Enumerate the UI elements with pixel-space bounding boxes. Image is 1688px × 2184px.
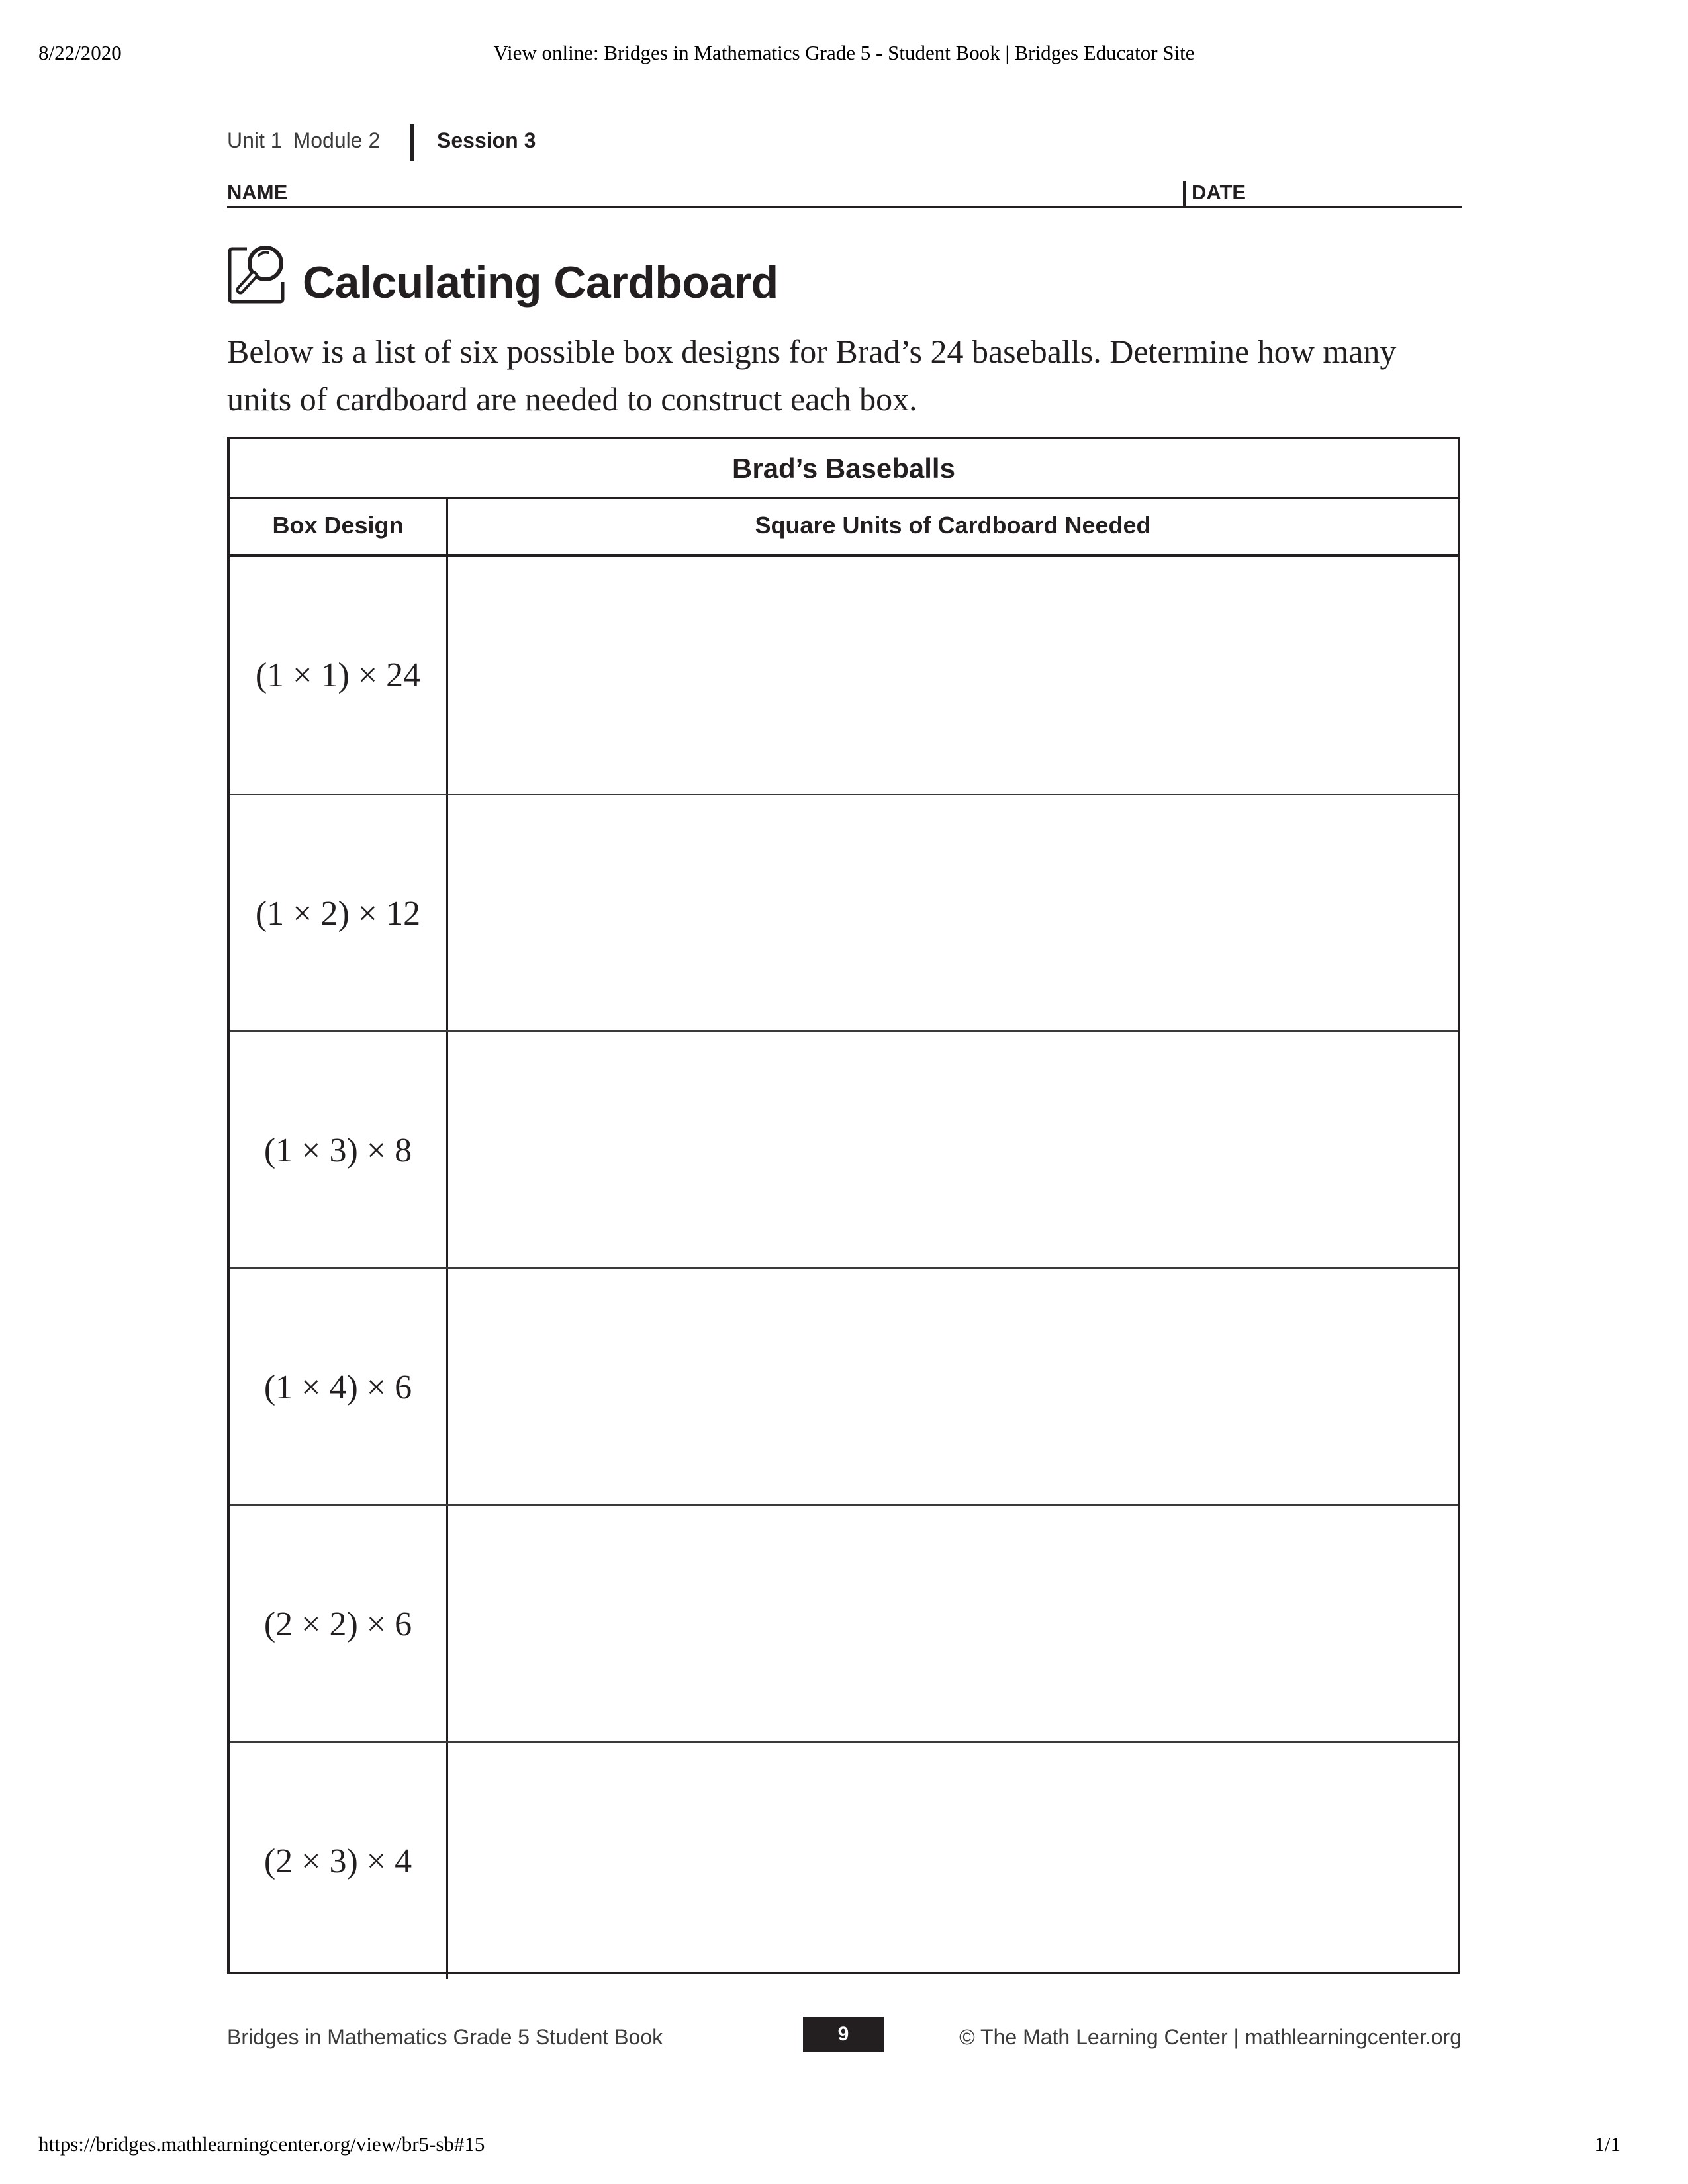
date-divider [1183,181,1186,208]
box-design-text: (2 × 2) × 6 [263,1605,412,1643]
table-row [230,1504,1458,1743]
box-design-text: (1 × 2) × 12 [255,894,421,933]
column-header-box-design: Box Design [272,512,404,539]
instructions-text: Below is a list of six possible box designs for Brad’s 24 baseballs. Determine how many units of cardboard are needed to construct each box. [227,333,1397,418]
box-design-text: (1 × 4) × 6 [263,1368,412,1406]
box-design-text: (2 × 3) × 4 [263,1842,412,1880]
print-url[interactable]: https://bridges.mathlearningcenter.org/view/br5-sb#15 [38,2132,485,2156]
book-title-footer: Bridges in Mathematics Grade 5 Student Book [227,2025,663,2049]
box-design-cell [230,1032,446,1269]
date-label: DATE [1192,181,1246,204]
page-number-badge: 9 [803,2017,884,2052]
table-row [230,794,1458,1032]
session-label: Session 3 [437,128,536,152]
magnifying-glass-icon [227,241,291,304]
print-date: 8/22/2020 [38,41,122,64]
print-page-title: View online: Bridges in Mathematics Grade 5 - Student Book | Bridges Educator Site [493,41,1195,64]
copyright-footer: © The Math Learning Center | mathlearningcenter.org [959,2025,1462,2049]
box-design-text: (1 × 3) × 8 [263,1131,412,1169]
table-row [230,1267,1458,1506]
unit-module-label [227,128,391,153]
answer-cell[interactable] [446,1743,1458,1979]
table-row [230,557,1458,794]
box-design-text: (1 × 1) × 24 [255,656,421,694]
box-design-cell [230,795,446,1032]
unit-label: Unit 1 [227,128,283,152]
print-page-count: 1/1 [1594,2132,1620,2156]
name-date-rule [227,206,1462,208]
answer-cell[interactable] [446,557,1458,794]
table-row [230,1030,1458,1269]
answer-cell[interactable] [446,1032,1458,1269]
answer-cell[interactable] [446,795,1458,1032]
box-design-cell [230,1506,446,1743]
box-design-cell [230,1743,446,1979]
table-header-row [230,497,1458,557]
brads-baseballs-table [227,437,1460,1974]
answer-cell[interactable] [446,1269,1458,1506]
box-design-cell [230,1269,446,1506]
box-design-cell [230,557,446,794]
answer-cell[interactable] [446,1506,1458,1743]
name-label: NAME [227,181,288,204]
column-header-cardboard-needed: Square Units of Cardboard Needed [446,497,1458,554]
header-divider [410,124,414,161]
table-title: Brad’s Baseballs [230,439,1458,499]
table-row [230,1741,1458,1979]
module-label: Module 2 [293,128,381,152]
page-title: Calculating Cardboard [303,257,778,308]
